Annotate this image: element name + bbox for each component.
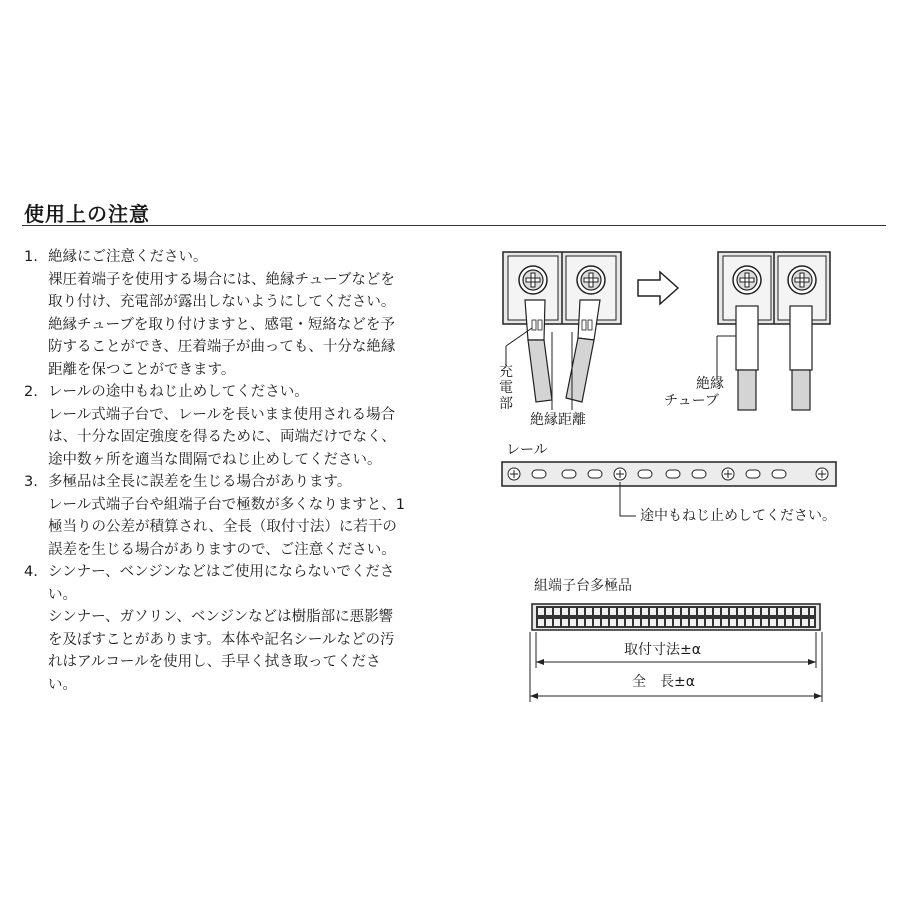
note-line: レール式端子台で、レールを長いまま使用される場合 xyxy=(48,406,396,423)
page-title: 使用上の注意 xyxy=(24,202,150,226)
note-title-cont: い。 xyxy=(48,586,77,603)
label-rail-screw: 途中もねじ止めしてください。 xyxy=(640,508,836,524)
note-line: 絶縁チューブを取り付けますと、感電・短絡などを予 xyxy=(48,316,395,333)
note-number: 1. xyxy=(24,249,38,265)
label-total-length: 全 長±α xyxy=(628,674,699,691)
note-line: れはアルコールを使用し、手早く拭き取ってくださ xyxy=(48,654,381,670)
note-line: 取り付け、充電部が露出しないようにしてください。 xyxy=(48,294,396,310)
figure-area xyxy=(470,240,890,710)
note-line: を及ぼすことがあります。本体や記名シールなどの汚 xyxy=(48,631,395,648)
label-insulation-distance: 絶縁距離 xyxy=(530,412,586,428)
figure-drawing xyxy=(470,240,890,710)
label-insulation: 絶縁 xyxy=(696,376,724,392)
note-line: シンナー、ガソリン、ベンジンなどは樹脂部に悪影響 xyxy=(48,609,394,625)
note-line: は、十分な固定強度を得るために、両端だけでなく、 xyxy=(48,429,396,445)
label-mount-dim: 取付寸法±α xyxy=(620,642,705,659)
terminal-block-right xyxy=(717,252,830,410)
note-line: い。 xyxy=(48,676,77,693)
note-line: 裸圧着端子を使用する場合には、絶縁チューブなどを xyxy=(48,271,395,288)
note-3 xyxy=(24,471,474,561)
note-title: シンナー、ベンジンなどはご使用にならないでくださ xyxy=(48,564,395,580)
note-title: 多極品は全長に誤差を生じる場合があります。 xyxy=(48,474,352,490)
terminal-block-left xyxy=(503,252,621,410)
note-number: 3. xyxy=(24,474,38,490)
note-line: 極当りの公差が積算され、全長（取付寸法）に若干の xyxy=(48,519,397,535)
label-multipole: 組端子台多極品 xyxy=(534,578,632,594)
note-line: 誤差を生じる場合がありますので、ご注意ください。 xyxy=(48,541,396,558)
note-line: 途中数ヶ所を適当な間隔でねじ止めしてください。 xyxy=(48,451,382,468)
note-2 xyxy=(24,381,474,471)
arrow-right-icon xyxy=(638,272,678,304)
note-line: 距離を保つことができます。 xyxy=(48,361,236,378)
note-1 xyxy=(24,246,474,381)
heading-rule xyxy=(22,225,886,226)
note-line: レール式端子台や組端子台で極数が多くなりますと、1 xyxy=(48,496,405,513)
note-number: 2. xyxy=(24,384,38,400)
notes-list xyxy=(24,246,474,696)
note-number: 4. xyxy=(24,564,38,580)
note-title: レールの途中もねじ止めしてください。 xyxy=(48,384,309,400)
note-title: 絶縁にご注意ください。 xyxy=(48,249,208,265)
label-tube: チューブ xyxy=(664,393,719,409)
note-line: 防することができ、圧着端子が曲っても、十分な絶縁 xyxy=(48,339,396,355)
label-charge: 充電部 xyxy=(499,364,513,412)
label-rail: レール xyxy=(506,442,548,458)
note-4 xyxy=(24,561,474,696)
